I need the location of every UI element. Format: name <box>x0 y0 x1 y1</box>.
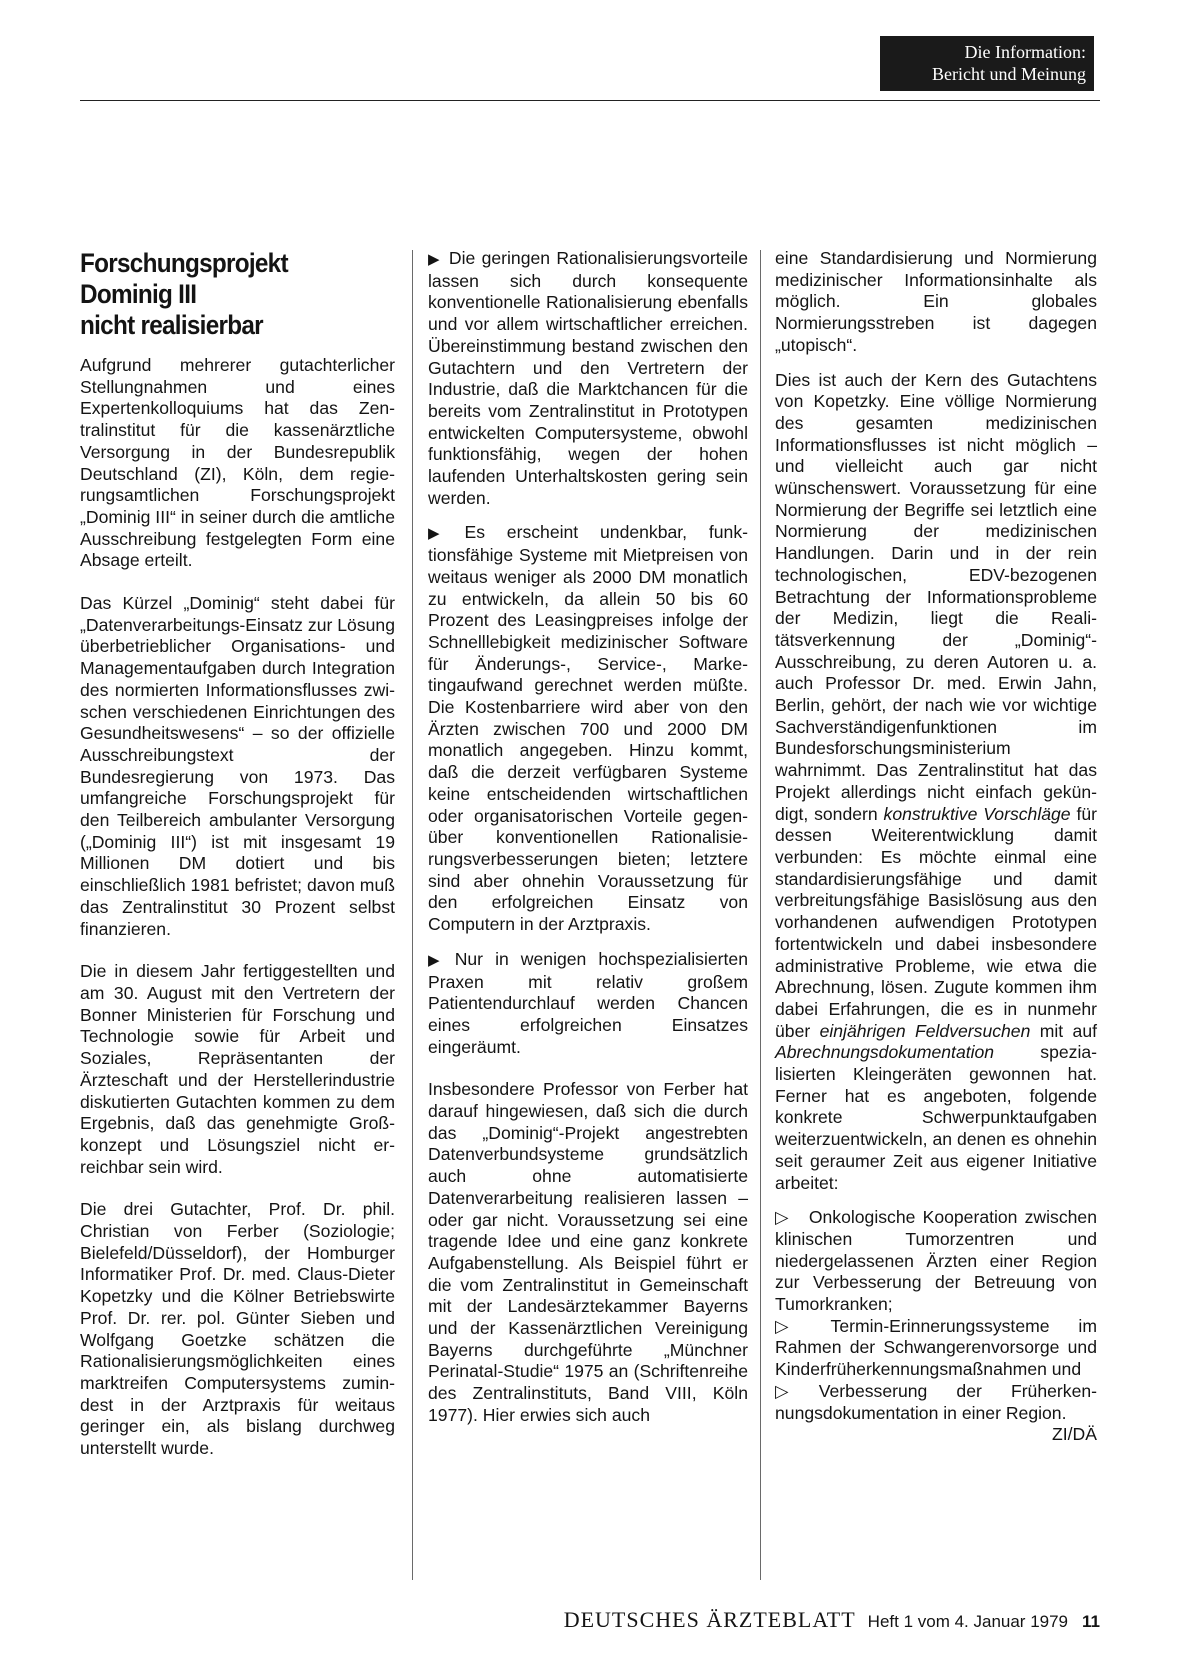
list-item <box>775 1316 1097 1381</box>
paragraph-intro: Aufgrund mehrerer gutachterlicher Stellungnahmen und eines Expertenkolloquiums hat das Zentralinstitut für die kassenärztliche Versorgung in der Bundesrepublik Deutschland (ZI), Köln, dem regierungsamtlichen Forschungsprojekt „Dominig III“ in seiner durch die amtliche Ausschreibung festgelegten Form eine Absage erteilt. <box>80 355 395 571</box>
column-rule-right <box>760 250 761 1580</box>
headline-line2: Dominig III <box>80 279 197 309</box>
triangle-bullet-icon: ▷ <box>775 1380 813 1401</box>
page-number: 11 <box>1082 1612 1100 1631</box>
paragraph-dominig-definition: Das Kürzel „Dominig“ steht dabei für „Datenverarbeitungs-Einsatz zur Lösung überbetrieblicher Organisations- und Managementaufgaben durch Integration des normierten Informationsflusses zwischen verschiedenen Einrichtungen des Gesundheitswesens“ – so der offizielle Ausschreibungstext der Bundesregierung von 1973. Das umfangreiche Forschungsprojekt für den Teilbereich ambulanter Versorgung („Dominig III“) ist mit insgesamt 19 Millionen DM dotiert und bis einschließlich 1981 befristet; davon muß das Zentralinstitut 30 Prozent selbst finanzieren. <box>80 593 395 939</box>
bullet-text-1: Die geringen Rationalisierungsvorteile lassen sich durch konsequente konventionelle Rationalisierung ebenfalls und vor allem wirtschaftlicher erreichen. Übereinstimmung bestand zwischen den Gutachtern und den Vertretern der Industrie, daß die Marktchancen für die bereits vom Zentralinstitut in Prototypen entwickelten Computersysteme, obwohl funktionsfähig, wegen der hohen laufenden Unterhaltskosten gering sein werden. <box>428 248 748 508</box>
bullet-arrow-icon: ▶ <box>428 525 457 543</box>
kopetzky-text-c: mit auf <box>1039 1020 1097 1041</box>
paragraph-von-ferber: Insbesondere Professor von Ferber hat darauf hingewiesen, daß sich die durch das „Dominig“-Projekt angestrebten Datenverbundsysteme grundsätzlich auch ohne automatisierte Datenverarbeitung realisieren lassen – oder gar nicht. Voraussetzung sei eine tragende Idee und eine ganz konkrete Aufgabenstellung. Als Beispiel führt er die vom Zentralinstitut in Gemeinschaft mit der Landesärztekammer Bayerns und der Kassenärztlichen Vereinigung Bayerns durchgeführte „Münchner Perinatal-Studie“ 1975 an (Schriftenreihe des Zentralinstituts, Band VIII, Köln 1977). Hier erwies sich auch <box>428 1079 748 1425</box>
journal-name: DEUTSCHES ÄRZTEBLATT <box>563 1607 856 1632</box>
column-rule-left <box>412 250 413 1580</box>
paragraph-kopetzky <box>775 370 1097 1195</box>
bullet-paragraph-3 <box>428 949 748 1059</box>
column-left <box>80 248 395 1481</box>
author-signature: ZI/DÄ <box>1052 1424 1097 1445</box>
section-label-line2: Bericht und Meinung <box>932 64 1086 84</box>
kopetzky-text-b: für dessen Weiterentwicklung damit verbunden: Es möchte einmal eine standardisierungsfähige und damit verbreitungsfähige Basislösung aus den vorhandenen aufwendigen Prototypen fortentwickeln und dabei insbesondere administrative Probleme, wie etwa die Abrechnung, lösen. Zugute kommen ihm dabei Erfahrungen, die es in nunmehr über <box>775 803 1097 1041</box>
column-right <box>775 248 1097 1446</box>
kopetzky-text-a: Dies ist auch der Kern des Gutachtens von Kopetzky. Eine völlige Normierung des gesamten medizinischen Informationsflusses ist nicht möglich – und vielleicht auch gar nicht wünschenswert. Voraussetzung für eine Normierung der Begriffe sei letztlich eine Normierung der medizinischen Handlungen. Darin und in der rein technologischen, EDV-bezogenen Betrachtung der Informationsprobleme der Medizin, liegt die Realitätsverkennung der „Dominig“-Ausschreibung, zu deren Autoren u. a. auch Professor Dr. med. Erwin Jahn, Berlin, gehört, der nach wie vor wichtige Sachverständigenfunktionen im Bundesforschungsministerium wahrnimmt. Das Zentralinstitut hat das Projekt allerdings nicht einfach gekündigt, sondern <box>775 369 1097 824</box>
list-item <box>775 1207 1097 1316</box>
emphasis-feldversuche: einjährigen Feldversuchen <box>819 1020 1031 1041</box>
section-label-line1: Die Information: <box>964 42 1086 62</box>
article-headline <box>80 248 364 341</box>
triangle-bullet-icon: ▷ <box>775 1207 791 1228</box>
emphasis-abrechnungsdokumentation: Abrechnungsdokumentation <box>775 1042 995 1063</box>
headline-line1: Forschungsprojekt <box>80 248 288 278</box>
paragraph-standardisierung: eine Standardisierung und Normierung medizinischer Informationsinhalte als möglich. Ein globales Normierungsstreben ist dagegen „utopisch“. <box>775 248 1097 355</box>
section-label <box>880 36 1094 91</box>
issue-info: Heft 1 vom 4. Januar 1979 <box>867 1612 1069 1631</box>
paragraph-gutachter: Die drei Gutachter, Prof. Dr. phil. Christian von Ferber (Soziologie; Bielefeld/Düsseldorf), der Homburger Informatiker Prof. Dr. med. Claus-Dieter Kopetzky und die Kölner Betriebswirte Prof. Dr. rer. pol. Günter Sieben und Wolfgang Goetzke schätzen die Rationalisierungsmöglichkeiten eines marktreifen Computersystems zumindest in der Arztpraxis für weitaus geringer ein, als bislang durchweg unterstellt wurde. <box>80 1199 395 1459</box>
emphasis-konstruktive-vorschlaege: konstruktive Vorschläge <box>883 803 1071 824</box>
bullet-paragraph-2 <box>428 522 748 935</box>
bullet-text-2: Es erscheint undenkbar, funktionsfähige Systeme mit Mietpreisen von weitaus weniger als 2000 DM monatlich zu entwickeln, da allein 50 bis 60 Prozent des Leasingpreises infolge der Schnelllebigkeit medizinischer Software für Änderungs-, Service-, Marketingaufwand gerechnet werden müßte. Die Kostenbarriere wird aber von den Ärzten zwischen 700 und 2000 DM monatlich angegeben. Hinzu kommt, daß die derzeit verfügbaren Systeme keine entscheidenden wirtschaftlichen oder organisatorischen Vorteile gegenüber konventionellen Rationalisierungsverbesserungen bieten; letztere sind aber ohnehin Voraussetzung für den erfolgreichen Einsatz von Computern in der Arztpraxis. <box>428 522 748 935</box>
list-item-text: Onkologische Kooperation zwischen klinischen Tumorzentren und niedergelassenen Ärzten einer Region zur Verbesserung der Betreuung von Tumorkranken; <box>775 1207 1097 1315</box>
list-item-text: Termin-Erinnerungssysteme im Rahmen der Schwangerenvorsorge und Kinderfrüherkennungsmaßnahmen und <box>775 1315 1097 1380</box>
bullet-text-3: Nur in wenigen hochspezialisierten Praxen mit relativ großem Patientendurchlauf werden Chancen eines erfolgreichen Einsatzes eingeräumt. <box>428 948 748 1057</box>
bullet-paragraph-1 <box>428 248 748 509</box>
triangle-bullet-icon: ▷ <box>775 1315 813 1336</box>
bullet-arrow-icon: ▶ <box>428 951 447 969</box>
paragraph-gutachten-result: Die in diesem Jahr fertiggestellten und am 30. August mit den Vertretern der Bonner Ministerien für Forschung und Technologie sowie für Arbeit und Soziales, Repräsentanten der Ärzteschaft und der Herstellerindustrie diskutierten Gutachten kommen zu dem Ergebnis, daß das genehmigte Großkonzept und Lösungsziel nicht erreichbar sein wird. <box>80 961 395 1177</box>
bullet-arrow-icon: ▶ <box>428 251 441 268</box>
top-rule <box>80 100 1100 101</box>
page-footer <box>492 1607 1100 1633</box>
list-item-text: Verbesserung der Früherkennungsdokumentation in einer Region. <box>775 1380 1097 1423</box>
headline-line3: nicht realisierbar <box>80 310 263 340</box>
column-middle <box>428 248 748 1448</box>
list-item <box>775 1380 1097 1445</box>
kopetzky-text-d: spezialisierten Kleingeräten gewonnen hat. Ferner hat es angeboten, folgende konkrete Schwerpunktaufgaben weiterzuentwickeln, an denen es ohnehin seit geraumer Zeit aus eigener Initiative arbeitet: <box>775 1042 1097 1193</box>
